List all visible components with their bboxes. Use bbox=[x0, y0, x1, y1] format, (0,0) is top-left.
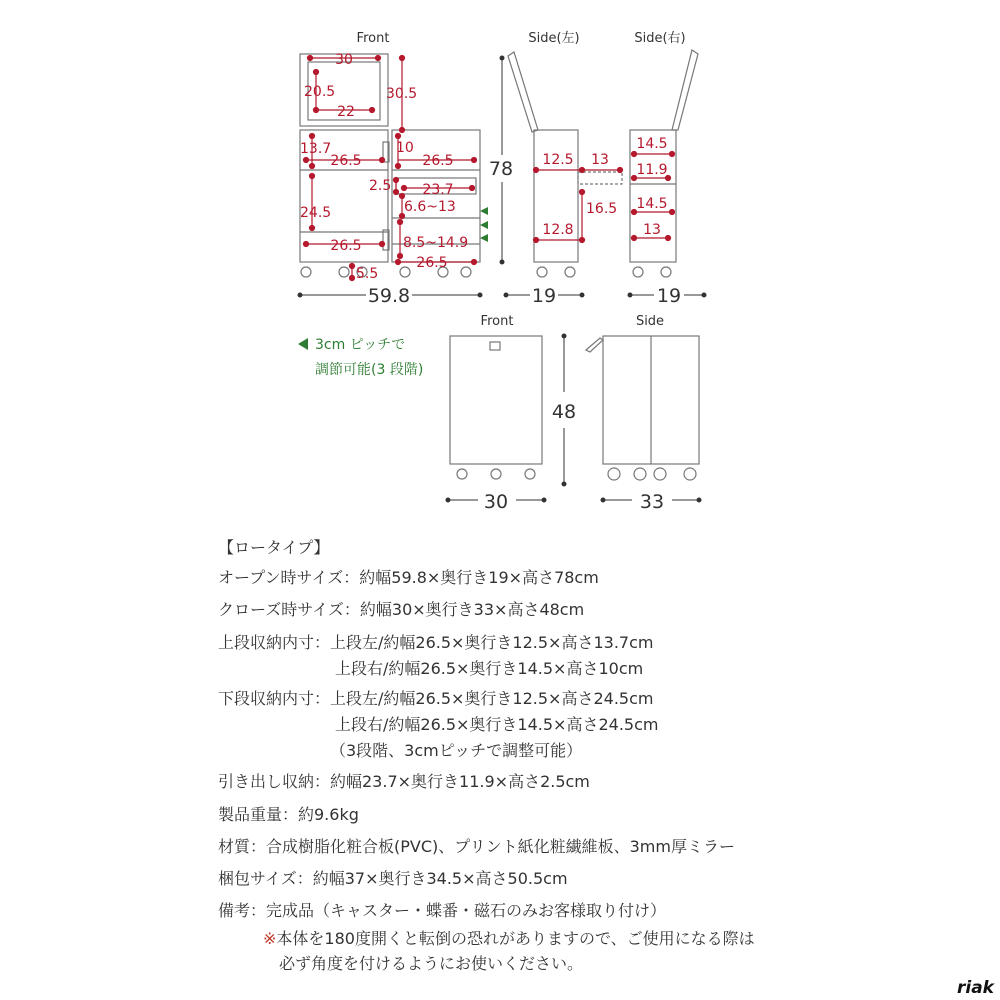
spec-title: 【ロータイプ】 bbox=[218, 538, 330, 557]
spec-row-upper-left: 上段収納内寸：上段左/約幅26.5×奥行き12.5×高さ13.7cm bbox=[218, 633, 654, 652]
dim-sr-total: 19 bbox=[656, 285, 682, 307]
front-closed-total-line bbox=[446, 334, 566, 502]
dim-closed-side-depth: 33 bbox=[639, 491, 665, 513]
spec-row-material: 材質：合成樹脂化粧合板(PVC)、プリント紙化粧繊維板、3mm厚ミラー bbox=[218, 837, 735, 856]
spec-row-weight: 製品重量：約9.6kg bbox=[218, 805, 359, 824]
note-line-1-text: 本体を180度開くと転倒の恐れがありますので、ご使用になる際は bbox=[276, 929, 755, 948]
spec-note-2: 必ず角度を付けるようにお使いください。 bbox=[279, 954, 584, 973]
dim-sl-drawer-depth: 13 bbox=[591, 152, 609, 168]
dim-upper-height: 30.5 bbox=[386, 86, 418, 102]
side-right-label: Side(右) bbox=[634, 31, 686, 46]
dim-sr-d3: 14.5 bbox=[636, 196, 668, 212]
spec-row-package: 梱包サイズ：約幅37×奥行き34.5×高さ50.5cm bbox=[218, 869, 568, 888]
spec-row-drawer: 引き出し収納：約幅23.7×奥行き11.9×高さ2.5cm bbox=[218, 772, 590, 791]
front-closed-label: Front bbox=[480, 314, 514, 329]
dim-mirror-height: 20.5 bbox=[304, 84, 336, 100]
dim-sr-d4: 13 bbox=[643, 222, 661, 238]
dim-top-width: 30 bbox=[335, 52, 353, 68]
dim-sl-depth-top: 12.5 bbox=[542, 152, 574, 168]
spec-row-closed-size: クローズ時サイズ：約幅30×奥行き33×高さ48cm bbox=[218, 600, 585, 619]
dim-sl-depth-bottom: 12.8 bbox=[542, 222, 574, 238]
spec-note-1 bbox=[263, 929, 755, 949]
side-left-label: Side(左) bbox=[528, 31, 580, 46]
legend-line-2: 調節可能(3 段階) bbox=[315, 362, 424, 378]
spec-row-lower-right: 上段右/約幅26.5×奥行き14.5×高さ24.5cm bbox=[335, 715, 659, 734]
spec-row-upper-right: 上段右/約幅26.5×奥行き14.5×高さ10cm bbox=[335, 659, 644, 678]
adjust-arrows bbox=[480, 207, 488, 242]
dim-ll-height: 24.5 bbox=[300, 205, 332, 221]
dim-drawer-width: 23.7 bbox=[422, 182, 454, 198]
dim-adj-range-2: 8.5~14.9 bbox=[403, 235, 469, 251]
dim-total-height: 78 bbox=[488, 158, 514, 180]
dim-ul-height: 13.7 bbox=[300, 141, 332, 157]
dim-adj-range-1: 6.6~13 bbox=[404, 199, 456, 215]
dim-ur-height: 10 bbox=[396, 140, 414, 156]
dim-mirror-width: 22 bbox=[337, 104, 355, 120]
dim-sl-lower-height: 16.5 bbox=[586, 201, 618, 217]
legend-arrow-icon bbox=[298, 338, 308, 350]
spec-list bbox=[0, 530, 1000, 990]
dim-ll-width: 26.5 bbox=[330, 238, 362, 254]
dim-sr-d1: 14.5 bbox=[636, 136, 668, 152]
dim-caster-height: 5.5 bbox=[356, 266, 379, 282]
dim-drawer-height: 2.5 bbox=[369, 178, 392, 194]
dim-ul-width: 26.5 bbox=[330, 153, 362, 169]
spec-row-remarks: 備考：完成品（キャスター・蝶番・磁石のみお客様取り付け） bbox=[218, 901, 667, 920]
front-closed-outline bbox=[450, 336, 542, 479]
spec-row-open-size: オープン時サイズ：約幅59.8×奥行き19×高さ78cm bbox=[218, 568, 599, 587]
dim-total-width: 59.8 bbox=[367, 285, 411, 307]
dim-closed-front-width: 30 bbox=[483, 491, 509, 513]
spec-row-adjust-note: （3段階、3cmピッチで調整可能） bbox=[330, 741, 583, 760]
legend-line-1: 3cm ピッチで bbox=[315, 337, 406, 353]
dim-sr-d2: 11.9 bbox=[636, 162, 668, 178]
dim-ur-width: 26.5 bbox=[422, 153, 454, 169]
note-mark: ※ bbox=[263, 929, 277, 948]
front-open-label: Front bbox=[356, 31, 390, 46]
dim-closed-height: 48 bbox=[551, 401, 577, 423]
side-closed-outline bbox=[586, 336, 699, 480]
dim-sl-total: 19 bbox=[531, 285, 557, 307]
brand-logo: riak bbox=[957, 978, 994, 998]
side-closed-label: Side bbox=[635, 314, 665, 329]
spec-row-lower-left: 下段収納内寸：上段左/約幅26.5×奥行き12.5×高さ24.5cm bbox=[218, 689, 654, 708]
dim-lr-width: 26.5 bbox=[416, 255, 448, 271]
